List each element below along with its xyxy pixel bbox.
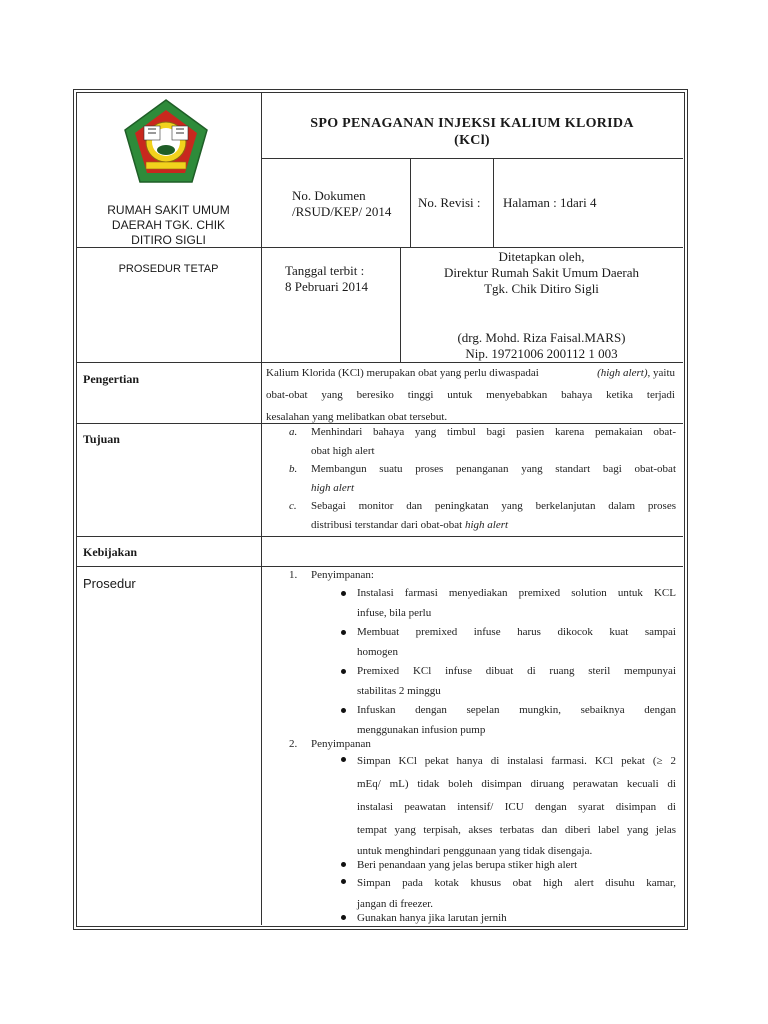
prosedur-section-2-bullet-4: Gunakan hanya jika larutan jernih <box>357 912 507 924</box>
doc-no-label: No. Dokumen <box>292 188 366 203</box>
bullet-line: homogen <box>357 645 398 658</box>
prosedur-tetap-label: PROSEDUR TETAP <box>118 263 219 275</box>
list-item <box>357 584 676 623</box>
section-title: Penyimpanan: <box>311 569 374 581</box>
prosedur-section-1-bullets <box>357 584 676 740</box>
tujuan-marker: c. <box>289 500 297 512</box>
ditetapkan-line: Ditetapkan oleh, <box>498 249 585 264</box>
tujuan-list <box>289 423 676 534</box>
pengertian-text <box>266 362 675 428</box>
ditetapkan-line: Tgk. Chik Ditiro Sigli <box>484 281 599 296</box>
revisi-halaman-divider <box>493 158 494 247</box>
pengertian-line: kesalahan yang melibatkan obat tersebut. <box>266 411 448 423</box>
label-column-divider <box>261 92 262 925</box>
doc-revisi-divider <box>410 158 411 247</box>
ditetapkan-block <box>402 249 681 297</box>
bullet-line: menggunakan infusion pump <box>357 723 486 736</box>
kebijakan-label: Kebijakan <box>83 545 138 559</box>
hospital-name-line: RUMAH SAKIT UMUM <box>107 203 230 217</box>
bullet-line: Simpan pada kotak khusus obat high alert disuhu kamar, <box>357 877 676 889</box>
hospital-name-line: DAERAH TGK. CHIK <box>111 218 226 232</box>
bullet-line: mEq/ mL) tidak boleh disimpan diruang perawatan kecuali di <box>357 778 676 790</box>
halaman-label: Halaman : 1dari 4 <box>503 195 597 210</box>
bullet-icon <box>341 862 346 867</box>
pengertian-line: obat-obat yang beresiko tinggi untuk menyebabkan bahaya ketika terjadi <box>266 389 675 401</box>
bullet-line: instalasi peawatan intensif/ ICU dengan syarat disimpan di <box>357 801 676 813</box>
tujuan-item <box>289 497 676 534</box>
prosedur-section-1 <box>289 569 374 581</box>
ditetapkan-line: Direktur Rumah Sakit Umum Daerah <box>444 265 639 280</box>
section-marker: 2. <box>289 738 298 750</box>
pengertian-italic: (high alert), <box>597 367 651 379</box>
bullet-icon <box>341 708 346 713</box>
prosedur-section-2-bullet-1 <box>357 750 676 860</box>
signer-block <box>402 330 681 362</box>
bullet-line: jangan di freezer. <box>357 898 434 910</box>
section-marker: 1. <box>289 569 298 581</box>
doc-no-value: /RSUD/KEP/ 2014 <box>292 204 392 219</box>
section-title: Penyimpanan <box>311 738 371 750</box>
kebijakan-divider <box>76 566 683 567</box>
tujuan-italic: high alert <box>464 518 509 531</box>
pengertian-text-a: Kalium Klorida (KCl) merupakan obat yang perlu diwaspadai <box>266 367 539 379</box>
bullet-line: Simpan KCl pekat hanya di instalasi farmasi. KCl pekat (≥ 2 <box>357 755 676 767</box>
tujuan-item <box>289 423 676 460</box>
title-row-divider <box>261 158 683 159</box>
prosedur-label: Prosedur <box>83 576 136 591</box>
bullet-line: Infuskan dengan sepelan mungkin, sebaiknya dengan <box>357 704 676 716</box>
prosedur-section-2-bullet-3 <box>357 873 676 915</box>
tanggal-terbit <box>285 263 395 295</box>
pengertian-text-b: yaitu <box>653 367 675 379</box>
bullet-line: stabilitas 2 minggu <box>357 684 441 697</box>
tujuan-marker: a. <box>289 426 298 438</box>
title-line-2: (KCl) <box>454 133 490 148</box>
document-title <box>263 115 681 149</box>
tujuan-line: distribusi terstandar dari obat-obat <box>311 518 463 531</box>
tujuan-label: Tujuan <box>83 432 120 446</box>
tujuan-item <box>289 460 676 497</box>
bullet-icon <box>341 757 346 762</box>
bullet-icon <box>341 591 346 596</box>
bullet-line: infuse, bila perlu <box>357 606 432 619</box>
hospital-name-line: DITIRO SIGLI <box>131 233 206 247</box>
tujuan-line: Sebagai monitor dan peningkatan yang berkelanjutan dalam proses <box>311 500 676 512</box>
bullet-line: Premixed KCl infuse dibuat di ruang steril mempunyai <box>357 665 676 677</box>
tujuan-line: Membangun suatu proses penanganan yang standart bagi obat-obat <box>311 463 676 475</box>
bullet-line: Membuat premixed infuse harus dikocok kuat sampai <box>357 626 676 638</box>
list-item <box>357 623 676 662</box>
prosedur-section-2-bullet-2: Beri penandaan yang jelas berupa stiker high alert <box>357 859 578 871</box>
prosedur-section-2 <box>289 738 371 750</box>
hospital-logo <box>122 98 210 184</box>
revisi-label: No. Revisi : <box>418 195 481 210</box>
signer-nip: Nip. 19721006 200112 1 003 <box>465 346 618 361</box>
tujuan-line: obat high alert <box>311 444 375 457</box>
bullet-icon <box>341 879 346 884</box>
tujuan-marker: b. <box>289 463 298 475</box>
tujuan-line: Menhindari bahaya yang timbul bagi pasien karena pemakaian obat- <box>311 426 676 438</box>
pengertian-label: Pengertian <box>83 372 139 386</box>
tujuan-divider <box>76 536 683 537</box>
hospital-name <box>78 203 259 248</box>
bullet-line: untuk menghindari penggunaan yang tidak disengaja. <box>357 845 593 857</box>
list-item <box>357 662 676 701</box>
tujuan-italic: high alert <box>311 481 355 494</box>
tanggal-label: Tanggal terbit : <box>285 263 365 278</box>
title-line-1: SPO PENAGANAN INJEKSI KALIUM KLORIDA <box>310 116 634 131</box>
bullet-icon <box>341 669 346 674</box>
pengertian-line <box>266 362 675 384</box>
tanggal-ditetapkan-divider <box>400 247 401 362</box>
bullet-line: tempat yang terpisah, akses terbatas dan diberi label yang jelas <box>357 824 676 836</box>
list-item <box>357 701 676 740</box>
bullet-icon <box>341 630 346 635</box>
bullet-line: Instalasi farmasi menyediakan premixed solution untuk KCL <box>357 587 676 599</box>
document-number <box>292 188 391 220</box>
tanggal-value: 8 Pebruari 2014 <box>285 279 369 294</box>
bullet-icon <box>341 915 346 920</box>
signer-name: (drg. Mohd. Riza Faisal.MARS) <box>457 330 626 345</box>
